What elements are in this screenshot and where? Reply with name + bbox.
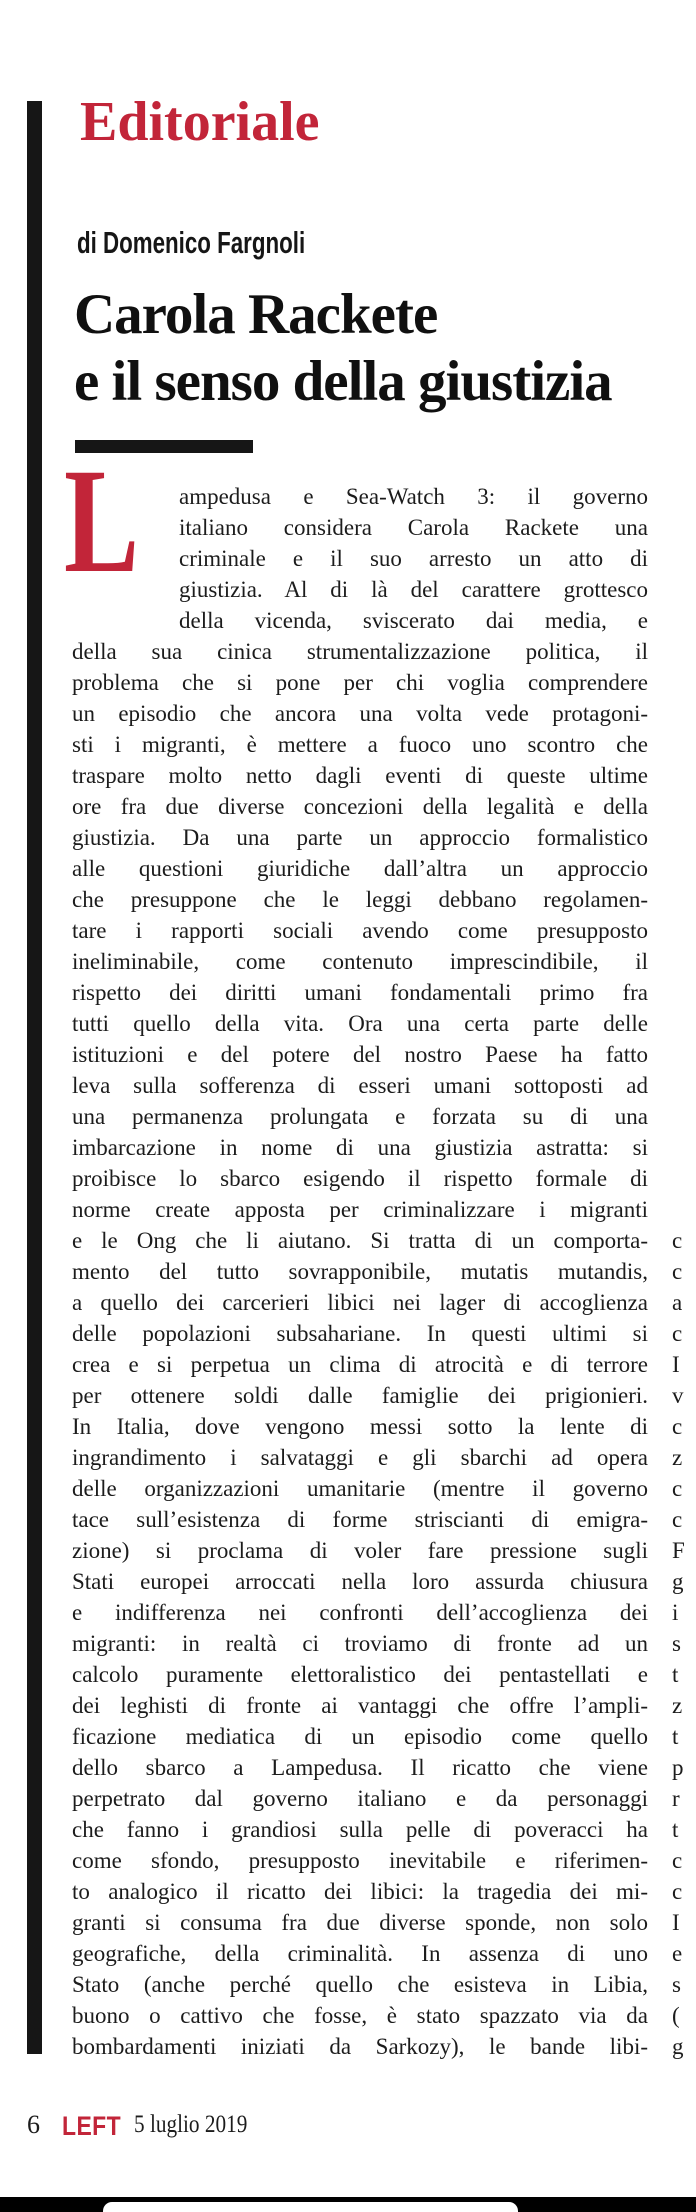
viewer-page-gap: [0, 2197, 696, 2212]
body-line: sti i migranti, è mettere a fuoco uno scontro che: [72, 732, 648, 757]
body-line: delle popolazioni subsahariane. In questi ultimi si: [72, 1321, 648, 1346]
body-line: mento del tutto sovrapponibile, mutatis mutandis,: [72, 1259, 648, 1284]
column2-fragment: t: [672, 1817, 679, 1842]
column2-fragment: e: [672, 1941, 683, 1966]
body-line: che fanno i grandiosi sulla pelle di poveracci ha: [72, 1817, 648, 1842]
body-line: tare i rapporti sociali avendo come presupposto: [72, 918, 648, 943]
body-line: a quello dei carcerieri libici nei lager di accoglienza: [72, 1290, 648, 1315]
article-body-column: [72, 481, 648, 2062]
body-line: ineliminabile, come contenuto imprescindibile, il: [72, 949, 648, 974]
body-line: ficazione mediatica di un episodio come quello: [72, 1724, 648, 1749]
magazine-logo: LEFT: [62, 2111, 122, 2141]
body-line: zione) si proclama di voler fare pressione sugli: [72, 1538, 648, 1563]
column2-fragment: v: [672, 1383, 684, 1408]
body-line: to analogico il ricatto dei libici: la tragedia dei mi-: [72, 1879, 648, 1904]
body-line: che presuppone che le leggi debbano regolamen-: [72, 887, 648, 912]
column2-fragment: c: [672, 1507, 683, 1532]
byline: di Domenico Fargnoli: [77, 225, 306, 260]
body-line: bombardamenti iniziati da Sarkozy), le bande libi-: [72, 2034, 648, 2059]
page-number: 6: [27, 2110, 40, 2139]
column2-fragment: t: [672, 1724, 679, 1749]
column2-fragment: c: [672, 1848, 683, 1873]
column2-fragment: g: [672, 2034, 684, 2059]
section-label: Editoriale: [80, 91, 320, 153]
column2-fragment: c: [672, 1879, 683, 1904]
column2-fragment: z: [672, 1693, 683, 1718]
column2-fragment: c: [672, 1414, 683, 1439]
column2-fragment: s: [672, 1631, 681, 1656]
body-line: giustizia. Da una parte un approccio formalistico: [72, 825, 648, 850]
body-line: una permanenza prolungata e forzata su di una: [72, 1104, 648, 1129]
column2-fragment: c: [672, 1259, 683, 1284]
column2-fragment: c: [672, 1476, 683, 1501]
body-line: italiano considera Carola Rackete una: [179, 515, 648, 540]
next-page-edge: [103, 2202, 518, 2212]
body-line: per ottenere soldi dalle famiglie dei prigionieri.: [72, 1383, 648, 1408]
body-line: calcolo puramente elettoralistico dei pentastellati e: [72, 1662, 648, 1687]
article-headline: [74, 281, 612, 415]
body-line: un episodio che ancora una volta vede protagoni-: [72, 701, 648, 726]
column2-fragment: p: [672, 1755, 684, 1780]
body-line: giustizia. Al di là del carattere grottesco: [179, 577, 648, 602]
column2-fragment: I: [672, 1352, 680, 1377]
body-line: dei leghisti di fronte ai vantaggi che offre l’ampli-: [72, 1693, 648, 1718]
body-line: e indifferenza nei confronti dell’accoglienza dei: [72, 1600, 648, 1625]
column2-fragment: a: [672, 1290, 683, 1315]
column2-fragment: c: [672, 1321, 683, 1346]
issue-date: 5 luglio 2019: [134, 2111, 248, 2138]
body-line: rispetto dei diritti umani fondamentali primo fra: [72, 980, 648, 1005]
body-line: tutti quello della vita. Ora una certa parte delle: [72, 1011, 648, 1036]
body-line: dello sbarco a Lampedusa. Il ricatto che viene: [72, 1755, 648, 1780]
column2-fragment: s: [672, 1972, 681, 1997]
body-line: delle organizzazioni umanitarie (mentre il governo: [72, 1476, 648, 1501]
column2-fragment: t: [672, 1662, 679, 1687]
column2-fragment: r: [672, 1786, 680, 1811]
body-line: perpetrato dal governo italiano e da personaggi: [72, 1786, 648, 1811]
column2-fragment: c: [672, 1228, 683, 1253]
headline-line-2: e il senso della giustizia: [74, 350, 612, 413]
body-line: della vicenda, sviscerato dai media, e: [179, 608, 648, 633]
body-line: granti si consuma fra due diverse sponde, non solo: [72, 1910, 648, 1935]
column2-fragment: I: [672, 1910, 680, 1935]
column2-fragment: i: [672, 1600, 679, 1625]
body-line: criminale e il suo arresto un atto di: [179, 546, 648, 571]
body-line: leva sulla sofferenza di esseri umani sottoposti ad: [72, 1073, 648, 1098]
body-line: Stati europei arroccati nella loro assurda chiusura: [72, 1569, 648, 1594]
body-line: buono o cattivo che fosse, è stato spazzato via da: [72, 2003, 648, 2028]
body-line: ingrandimento i salvataggi e gli sbarchi ad opera: [72, 1445, 648, 1470]
body-line: norme create apposta per criminalizzare i migranti: [72, 1197, 648, 1222]
body-line: crea e si perpetua un clima di atrocità e di terrore: [72, 1352, 648, 1377]
body-line: problema che si pone per chi voglia comprendere: [72, 670, 648, 695]
body-line: imbarcazione in nome di una giustizia astratta: si: [72, 1135, 648, 1160]
body-line: come sfondo, presupposto inevitabile e riferimen-: [72, 1848, 648, 1873]
column2-fragment: F: [672, 1538, 685, 1563]
body-line: Stato (anche perché quello che esisteva in Libia,: [72, 1972, 648, 1997]
body-line: tace sull’esistenza di forme striscianti di emigra-: [72, 1507, 648, 1532]
body-line: istituzioni e del potere del nostro Paese ha fatto: [72, 1042, 648, 1067]
second-column-cropped: [672, 1225, 696, 2062]
left-margin-rule: [27, 101, 42, 2054]
dropcap-letter: L: [64, 438, 140, 604]
column2-fragment: (: [672, 2003, 680, 2028]
body-line: proibisce lo sbarco esigendo il rispetto formale di: [72, 1166, 648, 1191]
body-line: e le Ong che li aiutano. Si tratta di un comporta-: [72, 1228, 648, 1253]
body-line: geografiche, della criminalità. In assenza di uno: [72, 1941, 648, 1966]
column2-fragment: z: [672, 1445, 683, 1470]
body-line: della sua cinica strumentalizzazione politica, il: [72, 639, 648, 664]
body-line: In Italia, dove vengono messi sotto la lente di: [72, 1414, 648, 1439]
body-line: migranti: in realtà ci troviamo di fronte ad un: [72, 1631, 648, 1656]
body-line: ore fra due diverse concezioni della legalità e della: [72, 794, 648, 819]
body-line: alle questioni giuridiche dall’altra un approccio: [72, 856, 648, 881]
headline-line-1: Carola Rackete: [74, 283, 438, 346]
column2-fragment: g: [672, 1569, 684, 1594]
body-line: traspare molto netto dagli eventi di queste ultime: [72, 763, 648, 788]
body-line: ampedusa e Sea-Watch 3: il governo: [179, 484, 648, 509]
